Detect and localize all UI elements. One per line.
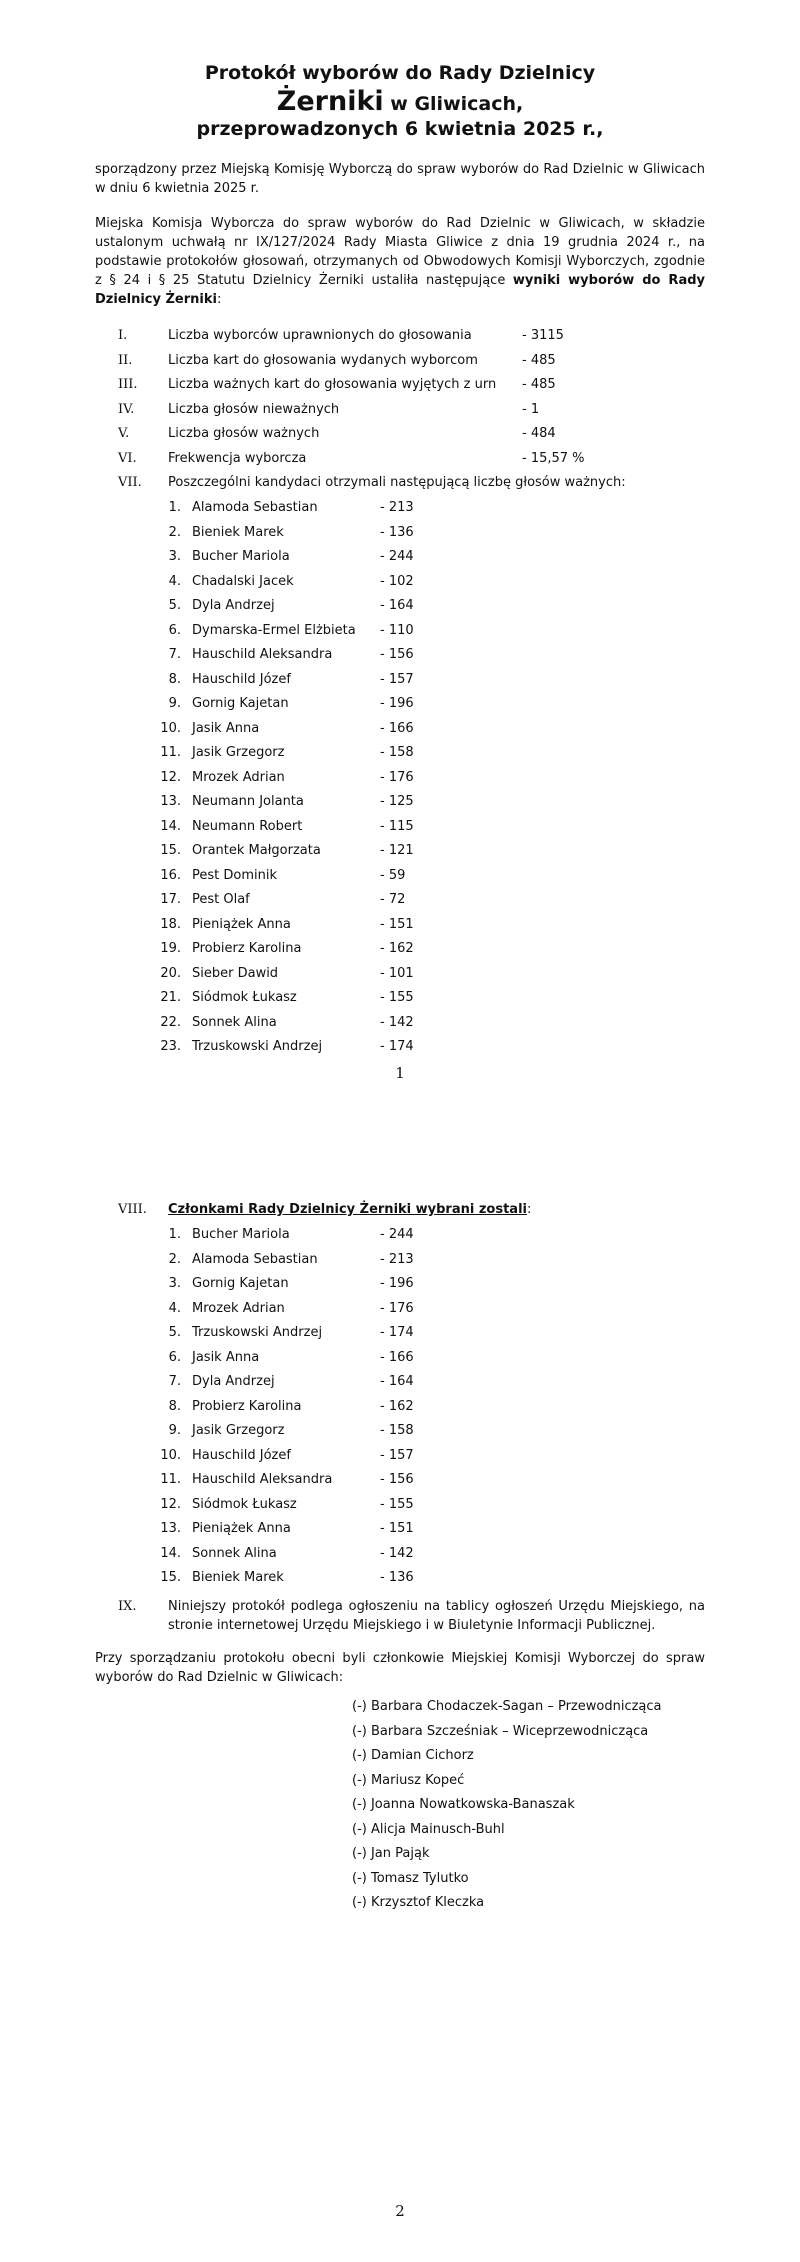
candidate-name: Sonnek Alina xyxy=(192,1014,277,1030)
section-7-label: Poszczególni kandydaci otrzymali następującą liczbę głosów ważnych: xyxy=(168,475,626,490)
candidate-row xyxy=(0,743,800,763)
candidate-number: 19. xyxy=(160,941,181,956)
page-number-2: 2 xyxy=(395,2202,405,2220)
candidate-number: 10. xyxy=(160,720,181,736)
candidate-name: Pest Olaf xyxy=(192,892,250,907)
candidate-name: Siódmok Łukasz xyxy=(192,990,297,1005)
signatory: (-) Krzysztof Kleczka xyxy=(352,1895,485,1910)
member-name: Gornig Kajetan xyxy=(192,1276,289,1291)
candidate-number: 9. xyxy=(168,696,181,711)
stat-label: Liczba głosów ważnych xyxy=(168,426,320,441)
candidate-row xyxy=(0,964,800,984)
stat-row xyxy=(0,424,800,444)
signatory: (-) Tomasz Tylutko xyxy=(352,1870,469,1886)
member-name: Dyla Andrzej xyxy=(192,1374,275,1389)
member-votes: - 213 xyxy=(380,1251,414,1267)
candidate-name: Jasik Grzegorz xyxy=(192,745,285,760)
member-name: Jasik Anna xyxy=(192,1349,260,1365)
candidate-votes: - 196 xyxy=(380,696,414,711)
stat-value: - 3115 xyxy=(522,328,564,343)
member-number: 7. xyxy=(168,1374,181,1389)
candidate-name: Jasik Anna xyxy=(192,720,260,736)
candidate-name: Dyla Andrzej xyxy=(192,598,275,613)
stat-value: - 485 xyxy=(522,352,556,368)
candidate-votes: - 72 xyxy=(380,892,406,907)
member-number: 3. xyxy=(168,1276,181,1291)
section-8-label xyxy=(168,1200,531,1220)
candidate-votes: - 125 xyxy=(380,794,414,809)
stat-row xyxy=(0,400,800,420)
member-number: 14. xyxy=(160,1545,181,1561)
candidate-votes: - 110 xyxy=(380,622,414,638)
stat-number: II. xyxy=(118,352,133,368)
candidate-number: 2. xyxy=(168,524,181,540)
member-row xyxy=(0,1470,800,1490)
member-name: Sonnek Alina xyxy=(192,1545,277,1561)
stat-number: IV. xyxy=(118,401,135,417)
member-number: 12. xyxy=(160,1496,181,1512)
member-row xyxy=(0,1397,800,1417)
candidate-number: 21. xyxy=(160,990,181,1005)
candidate-row xyxy=(0,866,800,886)
member-row xyxy=(0,1348,800,1368)
candidate-votes: - 59 xyxy=(380,867,406,883)
section-8-header xyxy=(0,1200,800,1220)
stat-value: - 1 xyxy=(522,401,540,417)
candidate-row xyxy=(0,890,800,910)
section-8-label-text: Członkami Rady Dzielnicy Żerniki wybrani zostali xyxy=(168,1202,527,1217)
member-name: Pieniążek Anna xyxy=(192,1521,291,1536)
signatory: (-) Damian Cichorz xyxy=(352,1748,474,1763)
member-row xyxy=(0,1421,800,1441)
candidate-votes: - 136 xyxy=(380,524,414,540)
candidate-number: 18. xyxy=(160,916,181,932)
candidate-votes: - 164 xyxy=(380,598,414,613)
signatory: (-) Joanna Nowatkowska-Banaszak xyxy=(352,1797,575,1812)
candidate-number: 8. xyxy=(168,671,181,687)
member-votes: - 157 xyxy=(380,1447,414,1463)
candidate-votes: - 166 xyxy=(380,720,414,736)
member-row xyxy=(0,1250,800,1270)
candidate-row xyxy=(0,670,800,690)
stat-row xyxy=(0,375,800,395)
signatory: (-) Barbara Szcześniak – Wiceprzewodnicząca xyxy=(352,1723,649,1739)
stat-value: - 15,57 % xyxy=(522,450,585,466)
member-name: Jasik Grzegorz xyxy=(192,1423,285,1438)
candidate-row xyxy=(0,1013,800,1033)
member-row xyxy=(0,1495,800,1515)
member-votes: - 142 xyxy=(380,1545,414,1561)
member-row xyxy=(0,1519,800,1539)
candidate-number: 3. xyxy=(168,549,181,564)
member-name: Siódmok Łukasz xyxy=(192,1496,297,1512)
intro-paragraph: sporządzony przez Miejską Komisję Wyborczą do spraw wyborów do Rad Dzielnic w Gliwicach w dniu 6 kwietnia 2025 r. xyxy=(95,162,705,196)
candidate-votes: - 101 xyxy=(380,965,414,981)
candidate-votes: - 162 xyxy=(380,941,414,956)
member-votes: - 151 xyxy=(380,1521,414,1536)
candidate-number: 6. xyxy=(168,622,181,638)
stat-label: Frekwencja wyborcza xyxy=(168,450,307,466)
stat-value: - 484 xyxy=(522,426,556,441)
candidate-name: Bieniek Marek xyxy=(192,524,284,540)
candidate-name: Alamoda Sebastian xyxy=(192,500,318,515)
candidate-votes: - 115 xyxy=(380,818,414,834)
protocol-title-line1: Protokół wyborów do Rady Dzielnicy xyxy=(204,62,596,84)
section-7-header xyxy=(0,473,800,493)
member-number: 6. xyxy=(168,1349,181,1365)
member-number: 15. xyxy=(160,1570,181,1585)
stat-number: VI. xyxy=(118,450,137,466)
stat-number: III. xyxy=(118,377,138,392)
member-row xyxy=(0,1299,800,1319)
candidate-row xyxy=(0,645,800,665)
candidate-number: 22. xyxy=(160,1014,181,1030)
stat-value: - 485 xyxy=(522,377,556,392)
signatory: (-) Jan Pająk xyxy=(352,1846,430,1861)
member-number: 4. xyxy=(168,1300,181,1316)
candidate-row xyxy=(0,988,800,1008)
member-row xyxy=(0,1446,800,1466)
member-number: 11. xyxy=(160,1472,181,1487)
stat-number: I. xyxy=(118,328,128,343)
candidate-row xyxy=(0,768,800,788)
candidate-row xyxy=(0,596,800,616)
candidate-row xyxy=(0,498,800,518)
stat-label: Liczba ważnych kart do głosowania wyjętych z urn xyxy=(168,377,497,392)
candidate-number: 7. xyxy=(168,647,181,662)
member-number: 10. xyxy=(160,1447,181,1463)
member-number: 9. xyxy=(168,1423,181,1438)
stat-row xyxy=(0,449,800,469)
signatory: (-) Barbara Chodaczek-Sagan – Przewodnicząca xyxy=(352,1699,662,1714)
protocol-title-line3: przeprowadzonych 6 kwietnia 2025 r., xyxy=(196,118,604,140)
candidate-votes: - 213 xyxy=(380,500,414,515)
section-8-colon: : xyxy=(527,1202,532,1217)
stat-label: Liczba głosów nieważnych xyxy=(168,401,340,417)
member-votes: - 196 xyxy=(380,1276,414,1291)
candidate-votes: - 244 xyxy=(380,549,414,564)
candidate-row xyxy=(0,841,800,861)
member-row xyxy=(0,1323,800,1343)
member-votes: - 162 xyxy=(380,1398,414,1414)
member-votes: - 164 xyxy=(380,1374,414,1389)
member-name: Mrozek Adrian xyxy=(192,1300,285,1316)
candidate-number: 13. xyxy=(160,794,181,809)
candidate-votes: - 176 xyxy=(380,769,414,785)
stat-row xyxy=(0,351,800,371)
candidate-votes: - 157 xyxy=(380,671,414,687)
district-name: Żerniki xyxy=(276,86,384,117)
member-name: Probierz Karolina xyxy=(192,1398,302,1414)
candidate-name: Orantek Małgorzata xyxy=(192,843,321,858)
section-8-number: VIII. xyxy=(118,1202,147,1217)
section-9-number: IX. xyxy=(118,1599,137,1614)
candidate-name: Pest Dominik xyxy=(192,867,277,883)
results-paragraph xyxy=(95,214,705,309)
member-votes: - 158 xyxy=(380,1423,414,1438)
results-paragraph-end: : xyxy=(216,292,222,307)
candidate-number: 14. xyxy=(160,818,181,834)
title-city: w Gliwicach, xyxy=(383,93,524,115)
candidate-row xyxy=(0,719,800,739)
candidate-number: 23. xyxy=(160,1039,181,1054)
candidate-row xyxy=(0,817,800,837)
candidate-votes: - 156 xyxy=(380,647,414,662)
candidate-row xyxy=(0,523,800,543)
candidate-name: Bucher Mariola xyxy=(192,549,290,564)
results-paragraph-text: Miejska Komisja Wyborcza do spraw wyborów do Rad Dzielnic w Gliwicach, w składzie ustalonym uchwałą nr IX/127/2024 Rady Miasta Gliwice z dnia 19 grudnia 2024 r., na podstawie protokołów głosowań, otrzymanych od Obwodowych Komisji Wyborczych, zgodnie z § 24 i § 25 Statutu Dzielnicy Żerniki ustaliła następujące xyxy=(95,216,705,288)
candidate-name: Sieber Dawid xyxy=(192,965,279,981)
candidate-votes: - 102 xyxy=(380,573,414,589)
candidate-name: Dymarska-Ermel Elżbieta xyxy=(192,622,356,638)
section-9-text: Niniejszy protokół podlega ogłoszeniu na tablicy ogłoszeń Urzędu Miejskiego, na stronie internetowej Urzędu Miejskiego i w Biuletynie Informacji Publicznej. xyxy=(168,1599,705,1633)
candidate-name: Chadalski Jacek xyxy=(192,573,294,589)
candidate-row xyxy=(0,547,800,567)
candidate-number: 15. xyxy=(160,843,181,858)
candidate-row xyxy=(0,915,800,935)
member-votes: - 136 xyxy=(380,1570,414,1585)
candidate-number: 1. xyxy=(168,500,181,515)
member-number: 8. xyxy=(168,1398,181,1414)
member-number: 1. xyxy=(168,1227,181,1242)
stat-number: V. xyxy=(118,426,130,441)
member-name: Alamoda Sebastian xyxy=(192,1251,318,1267)
member-votes: - 244 xyxy=(380,1227,414,1242)
candidate-votes: - 158 xyxy=(380,745,414,760)
candidate-votes: - 121 xyxy=(380,843,414,858)
candidate-votes: - 155 xyxy=(380,990,414,1005)
member-row xyxy=(0,1544,800,1564)
candidate-name: Pieniążek Anna xyxy=(192,916,291,932)
section-7-number: VII. xyxy=(118,475,142,490)
candidate-number: 16. xyxy=(160,867,181,883)
candidate-name: Neumann Robert xyxy=(192,818,303,834)
stat-label: Liczba kart do głosowania wydanych wyborcom xyxy=(168,352,478,368)
member-row xyxy=(0,1372,800,1392)
page-number-1: 1 xyxy=(395,1064,405,1082)
member-votes: - 176 xyxy=(380,1300,414,1316)
stat-row xyxy=(0,326,800,346)
candidate-name: Hauschild Józef xyxy=(192,671,291,687)
candidate-number: 12. xyxy=(160,769,181,785)
results-paragraph-bold: wyniki wyborów do Rady Dzielnicy Żerniki xyxy=(95,273,705,307)
candidate-votes: - 142 xyxy=(380,1014,414,1030)
candidate-name: Probierz Karolina xyxy=(192,941,302,956)
candidate-number: 20. xyxy=(160,965,181,981)
signatory: (-) Alicja Mainusch-Buhl xyxy=(352,1821,505,1837)
candidate-name: Neumann Jolanta xyxy=(192,794,304,809)
member-row xyxy=(0,1568,800,1588)
candidate-votes: - 151 xyxy=(380,916,414,932)
protocol-title-line2 xyxy=(0,86,800,117)
signatory: (-) Mariusz Kopeć xyxy=(352,1772,465,1788)
member-votes: - 174 xyxy=(380,1325,414,1340)
member-row xyxy=(0,1274,800,1294)
member-name: Bieniek Marek xyxy=(192,1570,284,1585)
stat-label: Liczba wyborców uprawnionych do głosowania xyxy=(168,328,472,343)
candidate-row xyxy=(0,792,800,812)
candidate-row xyxy=(0,694,800,714)
member-votes: - 156 xyxy=(380,1472,414,1487)
member-votes: - 166 xyxy=(380,1349,414,1365)
member-votes: - 155 xyxy=(380,1496,414,1512)
candidate-number: 17. xyxy=(160,892,181,907)
candidate-name: Gornig Kajetan xyxy=(192,696,289,711)
member-name: Hauschild Aleksandra xyxy=(192,1472,333,1487)
candidate-number: 11. xyxy=(160,745,181,760)
candidate-number: 5. xyxy=(168,598,181,613)
member-number: 13. xyxy=(160,1521,181,1536)
candidate-name: Hauschild Aleksandra xyxy=(192,647,333,662)
closing-paragraph: Przy sporządzaniu protokołu obecni byli członkowie Miejskiej Komisji Wyborczej do spraw wyborów do Rad Dzielnic w Gliwicach: xyxy=(95,1651,705,1685)
member-name: Hauschild Józef xyxy=(192,1447,291,1463)
candidate-row xyxy=(0,572,800,592)
member-name: Trzuskowski Andrzej xyxy=(192,1325,323,1340)
candidate-name: Trzuskowski Andrzej xyxy=(192,1039,323,1054)
candidate-row xyxy=(0,621,800,641)
candidate-name: Mrozek Adrian xyxy=(192,769,285,785)
member-number: 2. xyxy=(168,1251,181,1267)
member-name: Bucher Mariola xyxy=(192,1227,290,1242)
candidate-number: 4. xyxy=(168,573,181,589)
member-row xyxy=(0,1225,800,1245)
candidate-votes: - 174 xyxy=(380,1039,414,1054)
candidate-row xyxy=(0,1037,800,1057)
member-number: 5. xyxy=(168,1325,181,1340)
candidate-row xyxy=(0,939,800,959)
